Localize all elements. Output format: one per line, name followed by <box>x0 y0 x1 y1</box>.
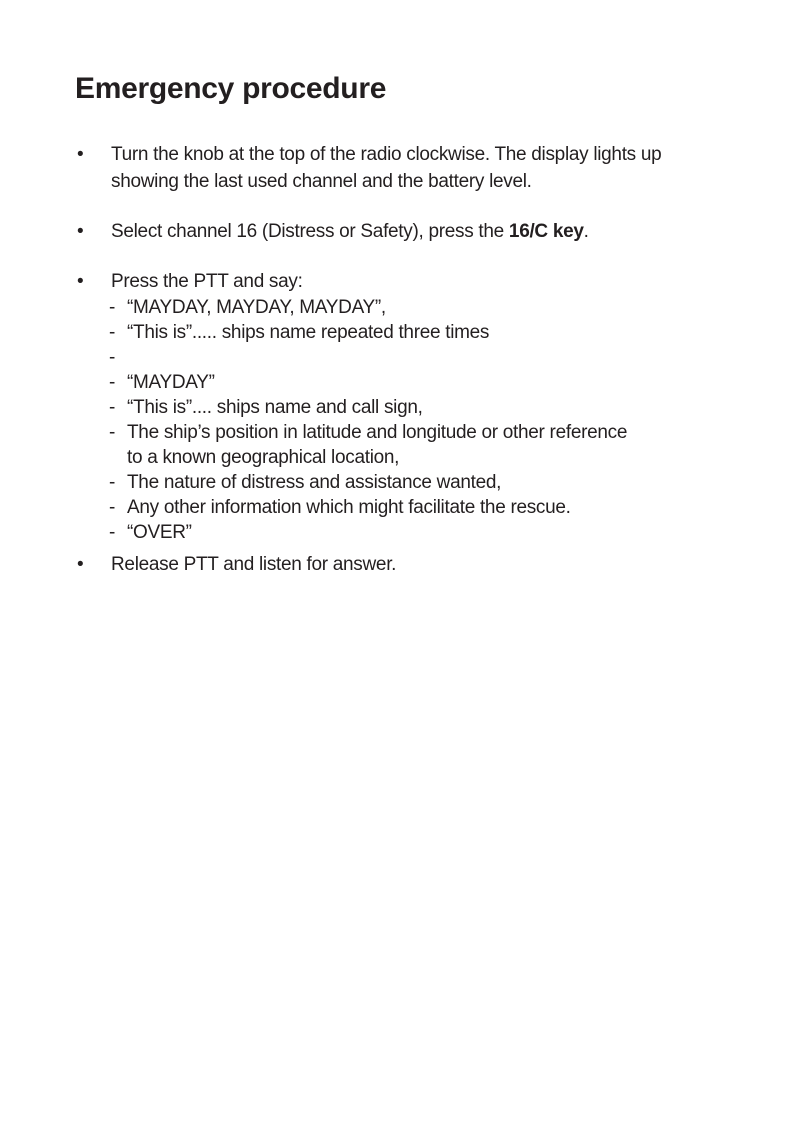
paragraph-line: showing the last used channel and the battery level. <box>111 170 532 192</box>
dash-item-nature-of-distress <box>111 470 627 495</box>
text-segment: . <box>583 220 589 242</box>
dash-icon: - <box>109 321 116 343</box>
dash-item-this-is-repeated <box>111 320 627 345</box>
paragraph-line: Release PTT and listen for answer. <box>111 553 397 575</box>
dash-icon: - <box>109 471 116 493</box>
paragraph-line: Press the PTT and say: <box>111 270 303 292</box>
bullet-icon: • <box>77 220 84 242</box>
paragraph-line: “MAYDAY, MAYDAY, MAYDAY”, <box>127 296 386 318</box>
bullet-text <box>111 268 627 545</box>
dash-item-mayday-x3 <box>111 295 627 320</box>
dash-item-other-information <box>111 495 627 520</box>
dash-icon: - <box>109 496 116 518</box>
paragraph-line: The ship’s position in latitude and longitude or other reference <box>127 421 628 443</box>
key-name-bold: 16/C key <box>508 220 584 242</box>
bullet-item-press-ptt <box>77 268 795 545</box>
dash-item-mayday <box>111 370 627 395</box>
paragraph-line <box>111 218 589 245</box>
dash-icon: - <box>109 421 116 443</box>
paragraph-line: “MAYDAY” <box>127 371 215 393</box>
paragraph-line <box>127 345 132 370</box>
bullet-icon: • <box>77 553 84 575</box>
dash-item-over <box>111 520 627 545</box>
dash-list <box>111 295 627 545</box>
dash-item-empty <box>111 345 627 370</box>
paragraph-line: Any other information which might facilitate the rescue. <box>127 496 571 518</box>
bullet-item-turn-knob <box>77 141 795 195</box>
dash-icon: - <box>109 396 116 418</box>
paragraph-line: “This is”..... ships name repeated three times <box>127 321 490 343</box>
paragraph-line: Turn the knob at the top of the radio clockwise. The display lights up <box>111 143 662 165</box>
bullet-icon: • <box>77 143 84 165</box>
paragraph-line: “This is”.... ships name and call sign, <box>127 396 423 418</box>
paragraph-line: to a known geographical location, <box>127 446 400 468</box>
dash-icon: - <box>109 346 116 368</box>
paragraph-line: “OVER” <box>127 521 192 543</box>
page-title: Emergency procedure <box>75 72 387 105</box>
bullet-list <box>77 141 795 578</box>
bullet-item-select-channel <box>77 218 795 245</box>
dash-icon: - <box>109 296 116 318</box>
bullet-text <box>111 141 661 195</box>
dash-item-this-is-callsign <box>111 395 627 420</box>
paragraph-line: The nature of distress and assistance wanted, <box>127 471 502 493</box>
bullet-item-release-ptt <box>77 551 795 578</box>
dash-icon: - <box>109 371 116 393</box>
bullet-text <box>111 218 589 245</box>
dash-icon: - <box>109 521 116 543</box>
text-segment: Select channel 16 (Distress or Safety), press the <box>111 220 509 242</box>
bullet-icon: • <box>77 270 84 292</box>
bullet-text <box>111 551 396 578</box>
dash-item-ship-position <box>111 420 627 470</box>
